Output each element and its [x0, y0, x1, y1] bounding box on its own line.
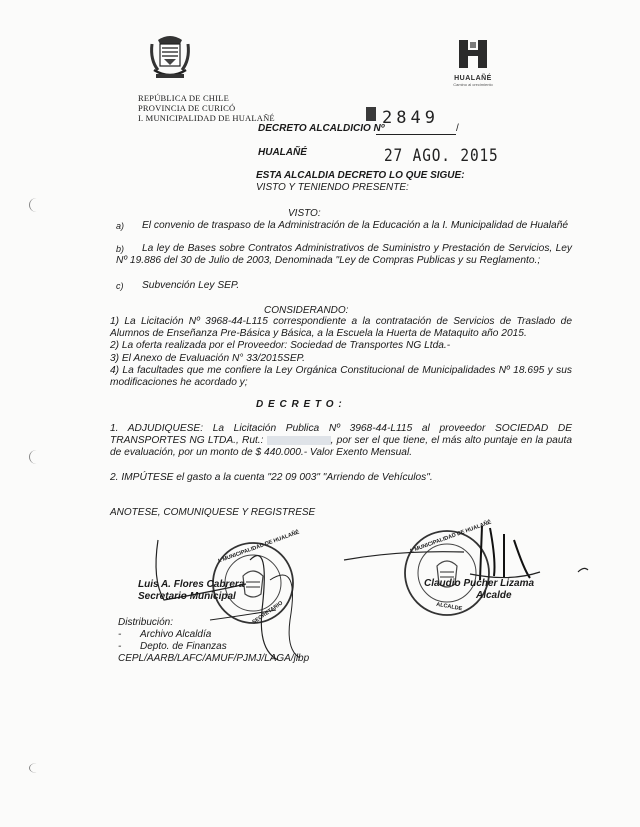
stamp-role: SECRETARIO: [251, 600, 285, 626]
visto-item: [116, 220, 572, 232]
considerando-item: 4) La facultades que me confiere la Ley Orgánica Constitucional de Municipalidades Nº 18.695 y sus modificaciones he acordado y;: [110, 364, 572, 389]
hualane-logo: [448, 38, 498, 87]
decreto-item-1-text: 1. ADJUDIQUESE: La Licitación Publica Nº 3968-44-L115 al proveedor SOCIEDAD DE TRANSPORTES NG LTDA., Rut.:: [110, 423, 572, 447]
decree-slash: /: [456, 123, 459, 134]
decree-date: 27 AGO. 2015: [384, 146, 499, 166]
considerando-title: CONSIDERANDO:: [264, 305, 349, 316]
visto-text: La ley de Bases sobre Contratos Administrativos de Suministro y Prestación de Servicios, Ley Nº 19.886 del 30 de Julio de 2003, Denominada "Ley de Compras Publicas y su Reglamento.;: [116, 243, 572, 267]
distribution-initials: CEPL/AARB/LAFC/AMUF/PJMJ/LAGA/jlbp: [118, 653, 310, 664]
decree-intro-subtitle: VISTO Y TENIENDO PRESENTE:: [256, 182, 409, 193]
decreto-item-1-text-cont: , por ser el que tiene, el más alto puntaje en la pauta de evaluación, por un monto de $ 440.000.- Valor Exento Mensual.: [110, 435, 572, 459]
considerando-item: 1) La Licitación Nº 3968-44-L115 correspondiente a la contratación de Servicios de Traslado de Alumnos de Enseñanza Pre-Básica y Básica, a la Escuela la Huerta de Mataquito año 2015.: [110, 316, 572, 340]
stamp-text: I. MUNICIPALIDAD DE HUALAÑÉ: [217, 529, 301, 565]
visto-item: [116, 243, 572, 267]
punch-hole-mark: [29, 763, 44, 773]
municipal-coat-of-arms: [148, 34, 192, 84]
h-logo-icon: [456, 38, 490, 70]
visto-marker: a): [116, 221, 125, 231]
header-line: I. MUNICIPALIDAD DE HUALAÑÉ: [138, 113, 275, 123]
rut-redacted: [267, 436, 331, 445]
distribution-item-text: Depto. de Finanzas: [140, 641, 227, 652]
decreto-item-1: [110, 423, 572, 460]
stamp-text: I. MUNICIPALIDAD DE HUALAÑÉ: [409, 519, 493, 555]
logo-name: HUALAÑÉ: [454, 75, 492, 82]
distribution-item: [118, 629, 211, 641]
list-bullet: -: [118, 629, 122, 640]
visto-text: Subvención Ley SEP.: [142, 280, 240, 291]
secretary-role: Secretario Municipal: [138, 591, 236, 602]
closing-statement: ANOTESE, COMUNIQUESE Y REGISTRESE: [110, 507, 316, 518]
secretary-name: Luis A. Flores Cabrera: [138, 579, 245, 590]
distribution-item-text: Archivo Alcaldía: [140, 629, 212, 640]
list-bullet: -: [118, 641, 122, 652]
punch-hole-mark: [29, 198, 44, 212]
visto-title: VISTO:: [288, 208, 321, 219]
mayor-name: Claudio Pucher Lizama: [424, 578, 535, 589]
visto-item: [116, 280, 572, 292]
stamp-role: ALCALDE: [435, 601, 463, 613]
municipal-header: [138, 93, 275, 123]
decree-label: DECRETO ALCALDICIO Nº: [258, 123, 385, 134]
considerando-item: 2) La oferta realizada por el Proveedor: Sociedad de Transportes NG Ltda.-: [110, 340, 451, 352]
visto-marker: b): [116, 244, 125, 254]
header-line: PROVINCIA DE CURICÓ: [138, 103, 236, 113]
punch-hole-mark: [29, 450, 44, 464]
distribution-title: Distribución:: [118, 617, 174, 628]
logo-tagline: Camino al crecimiento: [453, 82, 493, 87]
distribution-item: [118, 641, 227, 653]
considerando-list: [110, 316, 572, 389]
decree-intro-title: ESTA ALCALDIA DECRETO LO QUE SIGUE:: [256, 170, 465, 181]
decree-number-blank: [376, 134, 456, 135]
header-line: REPÚBLICA DE CHILE: [138, 93, 229, 103]
considerando-item: 3) El Anexo de Evaluación N° 33/2015SEP.: [110, 352, 305, 364]
decree-stamp-marker: [366, 107, 376, 121]
visto-text: El convenio de traspaso de la Administración de la Educación a la I. Municipalidad de Hualañé: [142, 220, 569, 231]
decreto-title: D E C R E T O :: [256, 399, 343, 410]
decree-number: 2849: [382, 108, 439, 128]
decree-place: HUALAÑÉ: [258, 147, 307, 158]
mayor-role: Alcalde: [476, 590, 512, 601]
decreto-item-2: 2. IMPÚTESE el gasto a la cuenta "22 09 003" "Arriendo de Vehículos".: [110, 472, 433, 483]
visto-marker: c): [116, 281, 124, 291]
